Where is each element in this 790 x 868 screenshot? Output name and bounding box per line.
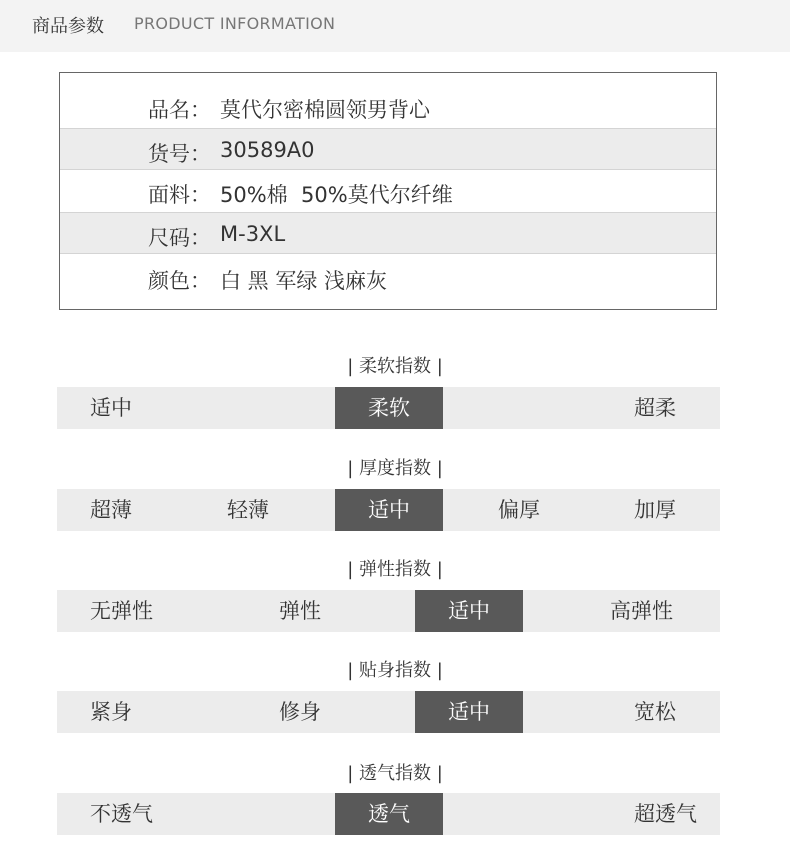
scale-option: 加厚 xyxy=(634,498,676,522)
thickness-scale-title: | 厚度指数 | xyxy=(347,458,443,479)
scale-option-selected: 柔软 xyxy=(335,387,443,429)
info-row-color xyxy=(60,256,716,298)
thickness-scale-bar xyxy=(57,489,720,531)
fit-scale-title: | 贴身指数 | xyxy=(347,660,443,681)
scale-option: 偏厚 xyxy=(498,498,540,522)
scale-option: 不透气 xyxy=(90,802,153,826)
info-label: 尺码： xyxy=(148,226,211,250)
product-info-table xyxy=(59,72,717,310)
info-row-size xyxy=(60,212,716,254)
scale-option-selected: 适中 xyxy=(335,489,443,531)
scale-option-selected: 适中 xyxy=(415,691,523,733)
scale-option: 高弹性 xyxy=(610,599,673,623)
info-value: 50%棉 50%莫代尔纤维 xyxy=(220,183,453,207)
info-row-name xyxy=(60,85,716,127)
elasticity-scale-bar xyxy=(57,590,720,632)
info-value: 30589A0 xyxy=(220,138,315,162)
info-label: 货号： xyxy=(148,142,211,166)
info-value: 白 黑 军绿 浅麻灰 xyxy=(220,269,388,293)
info-row-fabric xyxy=(60,170,716,212)
info-value: 莫代尔密棉圆领男背心 xyxy=(220,98,430,122)
scale-option: 修身 xyxy=(279,700,321,724)
info-value: M-3XL xyxy=(220,222,286,246)
info-label: 颜色： xyxy=(148,269,211,293)
scale-option: 适中 xyxy=(90,396,132,420)
scale-option: 紧身 xyxy=(90,700,132,724)
scale-option-selected: 适中 xyxy=(415,590,523,632)
softness-scale-title: | 柔软指数 | xyxy=(347,356,443,377)
breathability-scale-title: | 透气指数 | xyxy=(347,763,443,784)
info-row-sku xyxy=(60,128,716,170)
breathability-scale-bar xyxy=(57,793,720,835)
header-title-en: PRODUCT INFORMATION xyxy=(134,14,336,33)
header-bar xyxy=(0,0,790,52)
scale-option: 超透气 xyxy=(634,802,697,826)
fit-scale-bar xyxy=(57,691,720,733)
scale-option: 弹性 xyxy=(279,599,321,623)
elasticity-scale-title: | 弹性指数 | xyxy=(347,559,443,580)
scale-option-selected: 透气 xyxy=(335,793,443,835)
header-title-cn: 商品参数 xyxy=(32,16,104,37)
scale-option: 轻薄 xyxy=(227,498,269,522)
info-label: 面料： xyxy=(148,183,211,207)
scale-option: 超柔 xyxy=(634,396,676,420)
softness-scale-bar xyxy=(57,387,720,429)
scale-option: 超薄 xyxy=(90,498,132,522)
info-label: 品名： xyxy=(148,98,211,122)
scale-option: 无弹性 xyxy=(90,599,153,623)
scale-option: 宽松 xyxy=(634,700,676,724)
